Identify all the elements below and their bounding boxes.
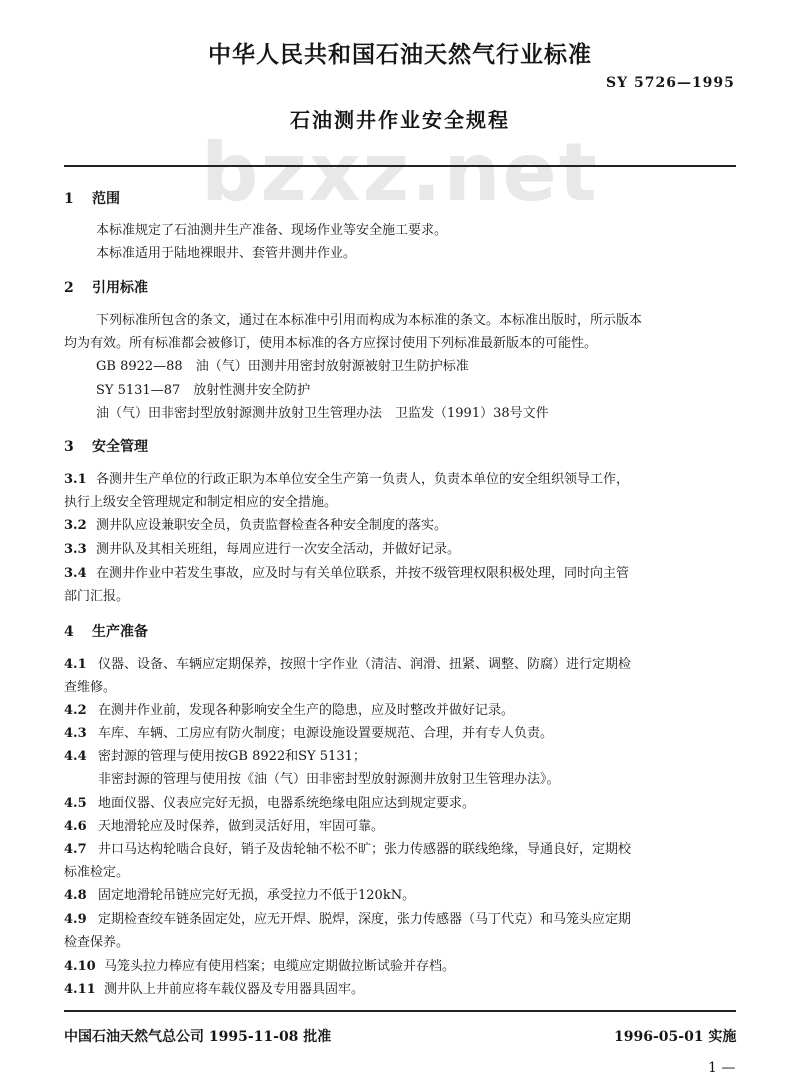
clause-4-10	[64, 955, 455, 974]
clause-text: 仪器、设备、车辆应定期保养，按照十字作业（清洁、润滑、扭紧、调整、防腐）进行定期检	[98, 657, 632, 672]
clause-3-2	[64, 514, 447, 533]
effective-date: 1996-05-01 实施	[614, 1029, 737, 1045]
clause-continuation: 检查保养。	[64, 935, 130, 950]
clause-text: 各测井生产单位的行政正职为本单位安全生产第一负责人，负责本单位的安全组织领导工作，	[96, 472, 630, 487]
section-number: 3	[64, 439, 74, 455]
paragraph-line: 均为有效。所有标准都会被修订，使用本标准的各方应探讨使用下列标准最新版本的可能性。	[64, 336, 598, 351]
clause-4-9	[64, 908, 631, 927]
clause-number: 3.3	[64, 542, 87, 557]
clause-number: 3.2	[64, 518, 87, 533]
section-1-heading	[64, 188, 120, 208]
clause-number: 4.3	[64, 726, 87, 741]
clause-4-3	[64, 722, 553, 741]
clause-continuation: 标准检定。	[64, 865, 130, 880]
section-title: 生产准备	[92, 624, 148, 640]
standard-code: SY 5726—1995	[606, 75, 735, 91]
clause-number: 4.1	[64, 657, 87, 672]
top-rule	[64, 165, 736, 167]
bottom-rule	[64, 1010, 736, 1012]
clause-number: 4.6	[64, 819, 87, 834]
clause-continuation: 执行上级安全管理规定和制定相应的安全措施。	[64, 495, 338, 510]
clause-continuation: 非密封源的管理与使用按《油（气）田非密封型放射源测井放射卫生管理办法》。	[98, 772, 560, 787]
section-number: 4	[64, 624, 74, 640]
clause-4-8	[64, 884, 415, 903]
section-2-heading	[64, 277, 148, 297]
clause-4-6	[64, 815, 384, 834]
clause-text: 在测井作业中若发生事故，应及时与有关单位联系，并按不级管理权限积极处理，同时向主管	[96, 566, 630, 581]
clause-number: 4.7	[64, 842, 87, 857]
section-title: 范围	[92, 191, 120, 207]
section-4-heading	[64, 621, 148, 641]
paragraph-line: 下列标准所包含的条文，通过在本标准中引用而构成为本标准的条文。本标准出版时，所示版本	[96, 313, 643, 328]
clause-text: 天地滑轮应及时保养，做到灵活好用，牢固可靠。	[98, 819, 385, 834]
clause-number: 3.1	[64, 472, 87, 487]
clause-text: 定期检查绞车链条固定处，应无开焊、脱焊，深度，张力传感器（马丁代克）和马笼头应定期	[98, 912, 632, 927]
clause-continuation: 查维修。	[64, 680, 117, 695]
clause-text: 测井队上井前应将车载仪器及专用器具固牢。	[104, 982, 365, 997]
reference-item: SY 5131—87 放射性测井安全防护	[96, 383, 311, 398]
clause-continuation: 部门汇报。	[64, 589, 130, 604]
clause-4-11	[64, 978, 364, 997]
clause-3-3	[64, 538, 460, 557]
clause-text: 马笼头拉力棒应有使用档案；电缆应定期做拉断试验并存档。	[104, 959, 456, 974]
document-title: 石油测井作业安全规程	[290, 108, 510, 132]
section-title: 引用标准	[92, 280, 148, 296]
clause-number: 4.8	[64, 888, 87, 903]
clause-4-2	[64, 699, 514, 718]
page-number: 1 —	[708, 1060, 736, 1076]
clause-4-7	[64, 838, 631, 857]
clause-number: 4.10	[64, 959, 96, 974]
section-title: 安全管理	[92, 439, 148, 455]
clause-text: 测井队及其相关班组，每周应进行一次安全活动，并做好记录。	[96, 542, 461, 557]
clause-number: 4.9	[64, 912, 87, 927]
clause-number: 3.4	[64, 566, 87, 581]
clause-4-5	[64, 792, 475, 811]
org-title: 中华人民共和国石油天然气行业标准	[208, 41, 592, 68]
clause-text: 车库、车辆、工房应有防火制度；电源设施设置要规范、合理，并有专人负责。	[98, 726, 554, 741]
clause-4-1	[64, 653, 631, 672]
clause-text: 测井队应设兼职安全员，负责监督检查各种安全制度的落实。	[96, 518, 448, 533]
reference-item: 油（气）田非密封型放射源测井放射卫生管理办法 卫监发（1991）38号文件	[96, 406, 549, 421]
clause-number: 4.4	[64, 749, 87, 764]
section-number: 2	[64, 280, 74, 296]
section-3-heading	[64, 436, 148, 456]
clause-text: 在测井作业前，发现各种影响安全生产的隐患，应及时整改并做好记录。	[98, 703, 515, 718]
clause-text: 地面仪器、仪表应完好无损，电器系统绝缘电阻应达到规定要求。	[98, 796, 476, 811]
clause-3-1	[64, 468, 629, 487]
section-number: 1	[64, 191, 74, 207]
paragraph-line: 本标准适用于陆地裸眼井、套管井测井作业。	[96, 246, 357, 261]
watermark: bzxz.net	[201, 126, 599, 219]
paragraph-line: 本标准规定了石油测井生产准备、现场作业等安全施工要求。	[96, 223, 448, 238]
clause-3-4	[64, 562, 629, 581]
clause-text: 密封源的管理与使用按GB 8922和SY 5131；	[98, 749, 366, 764]
clause-number: 4.5	[64, 796, 87, 811]
clause-4-4	[64, 745, 366, 764]
reference-item: GB 8922—88 油（气）田测井用密封放射源被射卫生防护标准	[96, 359, 469, 374]
clause-text: 固定地滑轮吊链应完好无损，承受拉力不低于120kN。	[98, 888, 416, 903]
clause-number: 4.11	[64, 982, 96, 997]
clause-text: 井口马达构轮啮合良好，销子及齿轮轴不松不旷；张力传感器的联线绝缘，导通良好，定期校	[98, 842, 632, 857]
clause-number: 4.2	[64, 703, 87, 718]
approval-line: 中国石油天然气总公司 1995-11-08 批准	[64, 1029, 332, 1045]
